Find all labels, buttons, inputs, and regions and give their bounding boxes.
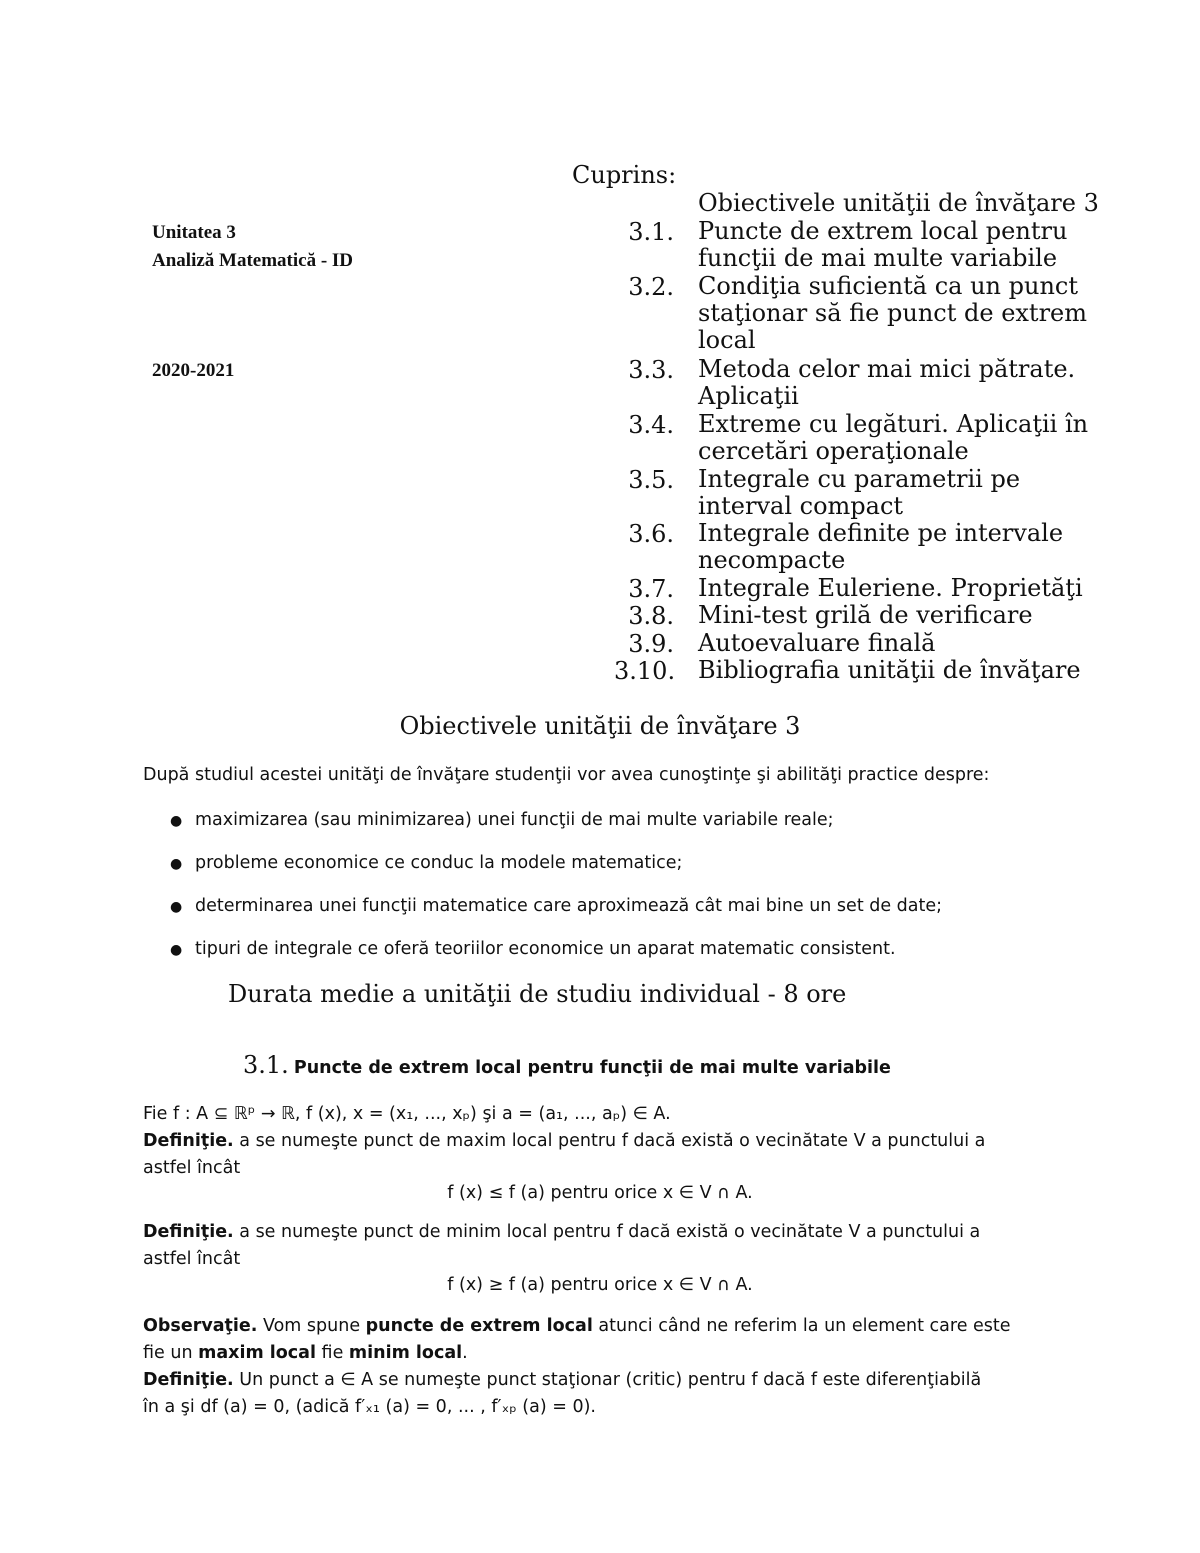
toc-item-text: Condiţia suficientă ca un punct staţionar să fie punct de extrem local — [698, 272, 1088, 354]
observation-text: fie — [315, 1343, 349, 1363]
toc-item-text: Integrale definite pe intervale necompacte — [698, 519, 1064, 574]
toc-item-number: 3.7. — [628, 575, 674, 603]
list-item: maximizarea (sau minimizarea) unei funcţii de mai multe variabile reale; — [195, 810, 834, 830]
bullet-icon: ● — [170, 813, 183, 829]
toc-title: Cuprins: — [572, 161, 677, 189]
list-item: determinarea unei funcţii matematice care aproximează cât mai bine un set de date; — [195, 896, 943, 916]
definition-label: Definiţie. — [143, 1131, 234, 1151]
observation-emphasis: maxim local — [198, 1343, 316, 1363]
list-item: tipuri de integrale ce oferă teoriilor economice un aparat matematic consistent. — [195, 939, 896, 959]
toc-item-number: 3.4. — [628, 411, 674, 439]
year-label: 2020-2021 — [152, 360, 235, 381]
formula-min: f (x) ≥ f (a) pentru orice x ∈ V ∩ A. — [447, 1275, 753, 1295]
toc-item-number: 3.5. — [628, 466, 674, 494]
toc-item-number: 3.1. — [628, 218, 674, 246]
observation-text: . — [462, 1343, 468, 1363]
definition-text: Un punct a ∈ A se numeşte punct staţionar (critic) pentru f dacă f este diferenţiabilă — [233, 1370, 982, 1390]
formula-max: f (x) ≤ f (a) pentru orice x ∈ V ∩ A. — [447, 1183, 753, 1203]
observation-text: Vom spune — [257, 1316, 366, 1336]
toc-item-number: 3.3. — [628, 356, 674, 384]
definition-text-cont: în a şi df (a) = 0, (adică f′ₓ₁ (a) = 0, ... , f′ₓₚ (a) = 0). — [143, 1397, 596, 1417]
observation-text: atunci când ne referim la un element care este — [592, 1316, 1011, 1336]
objectives-intro: După studiul acestei unităţi de învăţare studenţii vor avea cunoştinţe şi abilităţi practice despre: — [143, 765, 990, 785]
definition-min — [143, 1219, 1063, 1273]
definition-max — [143, 1128, 1063, 1182]
toc-item-text: Metoda celor mai mici pătrate. Aplicaţii — [698, 355, 1076, 410]
section-heading — [243, 1051, 891, 1079]
unit-label: Unitatea 3 — [152, 222, 236, 243]
toc-item-number: 3.8. — [628, 602, 674, 630]
duration-text: Durata medie a unităţii de studiu individual - 8 ore — [228, 980, 847, 1008]
list-item: probleme economice ce conduc la modele matematice; — [195, 853, 683, 873]
definition-stationary — [143, 1367, 1063, 1421]
definition-label: Definiţie. — [143, 1222, 234, 1242]
section-number: 3.1. — [243, 1051, 289, 1079]
definition-text-cont: astfel încât — [143, 1158, 241, 1178]
fie-line: Fie f : A ⊆ ℝᵖ → ℝ, f (x), x = (x₁, ..., xₚ) şi a = (a₁, ..., aₚ) ∈ A. — [143, 1104, 671, 1124]
observation — [143, 1313, 1063, 1367]
toc-item-text: Extreme cu legături. Aplicaţii în cercetări operaţionale — [698, 410, 1089, 465]
course-label: Analiză Matematică - ID — [152, 250, 354, 271]
toc-item-text: Puncte de extrem local pentru funcţii de mai multe variabile — [698, 217, 1068, 272]
toc-item-number: 3.10. — [614, 657, 676, 685]
toc-item-text: Integrale Euleriene. Proprietăţi — [698, 574, 1083, 602]
toc-item-text: Bibliografia unităţii de învăţare — [698, 656, 1081, 684]
objectives-heading: Obiectivele unităţii de învăţare 3 — [399, 712, 801, 740]
definition-text-cont: astfel încât — [143, 1249, 241, 1269]
observation-emphasis: puncte de extrem local — [365, 1316, 593, 1336]
toc-item-text: Integrale cu parametrii pe interval compact — [698, 465, 1021, 520]
observation-label: Observaţie. — [143, 1316, 258, 1336]
observation-emphasis: minim local — [348, 1343, 463, 1363]
section-title: Puncte de extrem local pentru funcţii de mai multe variabile — [293, 1058, 891, 1078]
definition-text: a se numeşte punct de maxim local pentru f dacă există o vecinătate V a punctului a — [233, 1131, 986, 1151]
toc-item-text: Autoevaluare finală — [698, 629, 936, 657]
bullet-icon: ● — [170, 942, 183, 958]
bullet-icon: ● — [170, 899, 183, 915]
definition-label: Definiţie. — [143, 1370, 234, 1390]
toc-intro: Obiectivele unităţii de învăţare 3 — [698, 189, 1099, 217]
toc-item-text: Mini-test grilă de verificare — [698, 601, 1033, 629]
definition-text: a se numeşte punct de minim local pentru f dacă există o vecinătate V a punctului a — [233, 1222, 981, 1242]
observation-text: fie un — [143, 1343, 199, 1363]
bullet-icon: ● — [170, 856, 183, 872]
toc-item-number: 3.6. — [628, 520, 674, 548]
toc-item-number: 3.2. — [628, 273, 674, 301]
toc-item-number: 3.9. — [628, 630, 674, 658]
